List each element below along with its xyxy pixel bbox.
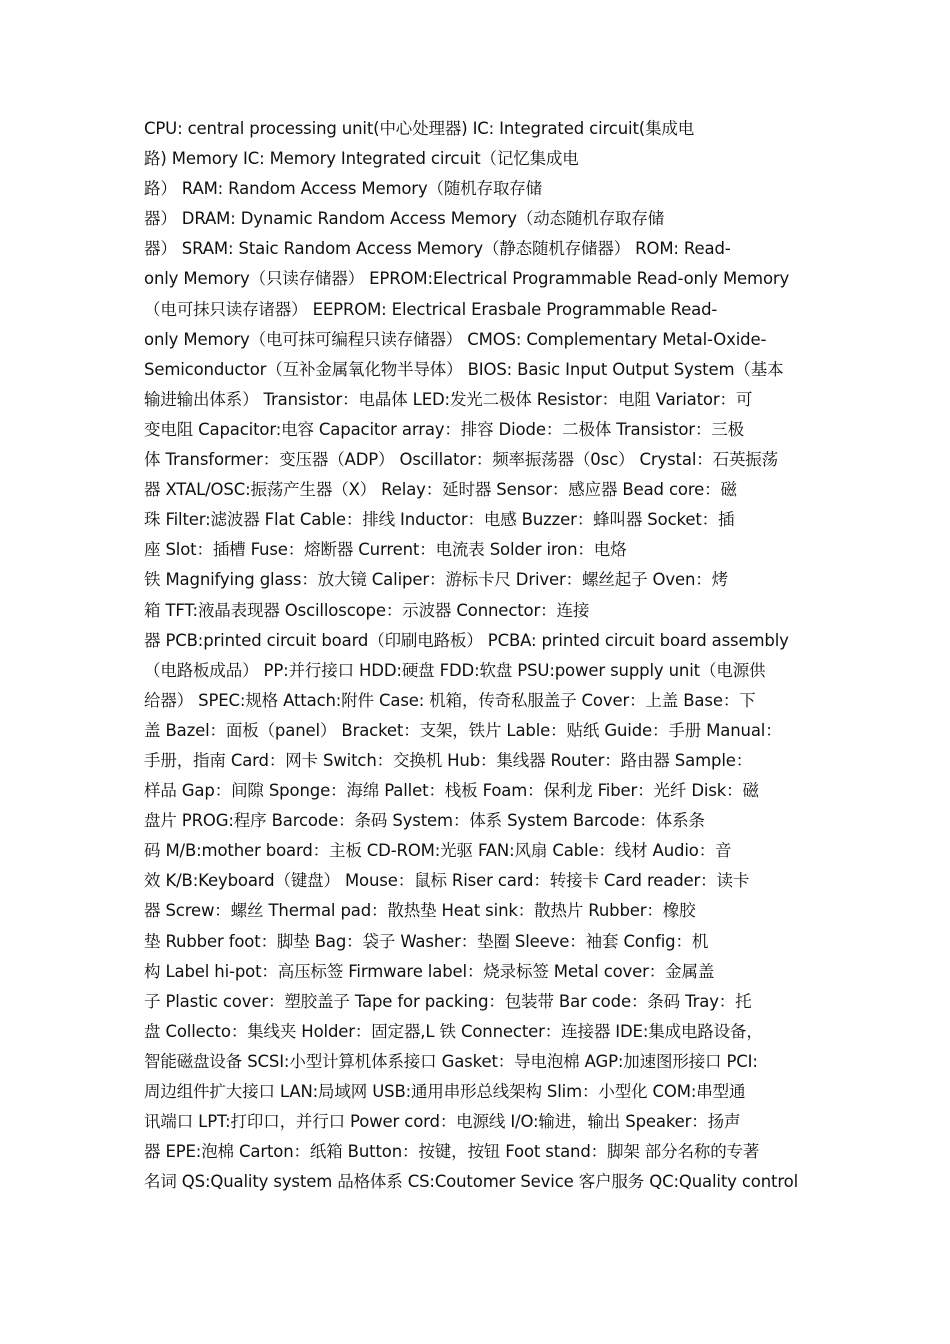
text-line: 盘片 PROG:程序 Barcode：条码 System：体系 System Barcode：体系条 bbox=[144, 811, 705, 831]
body-text bbox=[144, 114, 824, 1197]
text-line: only Memory（只读存储器） EPROM:Electrical Programmable Read-only Memory bbox=[144, 269, 790, 289]
text-line: 珠 Filter:滤波器 Flat Cable：排线 Inductor：电感 Buzzer：蜂叫器 Socket：插 bbox=[144, 510, 735, 530]
text-line: 样品 Gap：间隙 Sponge：海绵 Pallet：栈板 Foam：保利龙 Fiber：光纤 Disk：磁 bbox=[144, 781, 759, 801]
text-line: 器 EPE:泡棉 Carton：纸箱 Button：按键，按钮 Foot stand：脚架 部分名称的专著 bbox=[144, 1142, 760, 1162]
text-line: 器 PCB:printed circuit board（印刷电路板） PCBA: printed circuit board assembly bbox=[144, 630, 789, 650]
text-line: 器） SRAM: Staic Random Access Memory（静态随机存储器） ROM: Read- bbox=[144, 239, 731, 259]
text-line: 器） DRAM: Dynamic Random Access Memory（动态随机存取存储 bbox=[144, 209, 665, 229]
text-line: 座 Slot：插槽 Fuse：熔断器 Current：电流表 Solder iron：电烙 bbox=[144, 540, 627, 560]
text-line: （电路板成品） PP:并行接口 HDD:硬盘 FDD:软盘 PSU:power supply unit（电源供 bbox=[144, 660, 766, 680]
text-line: only Memory（电可抹可编程只读存储器） CMOS: Complementary Metal-Oxide- bbox=[144, 329, 767, 349]
text-line: 子 Plastic cover：塑胶盖子 Tape for packing：包装带 Bar code：条码 Tray：托 bbox=[144, 991, 752, 1011]
text-line: 智能磁盘设备 SCSI:小型计算机体系接口 Gasket：导电泡棉 AGP:加速图形接口 PCI: bbox=[144, 1051, 758, 1071]
text-line: 手册，指南 Card：网卡 Switch：交换机 Hub：集线器 Router：路由器 Sample： bbox=[144, 750, 753, 770]
text-line: 输进输出体系） Transistor：电晶体 LED:发光二极体 Resistor：电阻 Variator：可 bbox=[144, 389, 753, 409]
text-line: 盖 Bazel：面板（panel） Bracket：支架，铁片 Lable：贴纸 Guide：手册 Manual： bbox=[144, 720, 782, 740]
text-line: 垫 Rubber foot：脚垫 Bag：袋子 Washer：垫圈 Sleeve：袖套 Config：机 bbox=[144, 931, 709, 951]
text-line: 器 XTAL/OSC:振荡产生器（X） Relay：延时器 Sensor：感应器 Bead core：磁 bbox=[144, 480, 737, 500]
text-line: 码 M/B:mother board：主板 CD-ROM:光驱 FAN:风扇 Cable：线材 Audio：音 bbox=[144, 841, 732, 861]
text-line: 构 Label hi-pot：高压标签 Firmware label：烧录标签 Metal cover：金属盖 bbox=[144, 961, 715, 981]
text-line: Semiconductor（互补金属氧化物半导体） BIOS: Basic Input Output System（基本 bbox=[144, 359, 784, 379]
text-line: 盘 Collecto：集线夹 Holder：固定器,L 铁 Connecter：连接器 IDE:集成电路设备， bbox=[144, 1021, 763, 1041]
text-line: 变电阻 Capacitor:电容 Capacitor array：排容 Diode：二极体 Transistor：三极 bbox=[144, 419, 744, 439]
text-line: 器 Screw：螺丝 Thermal pad：散热垫 Heat sink：散热片 Rubber：橡胶 bbox=[144, 901, 696, 921]
text-line: 铁 Magnifying glass：放大镜 Caliper：游标卡尺 Driver：螺丝起子 Oven：烤 bbox=[144, 570, 728, 590]
text-line: （电可抹只读存诸器） EEPROM: Electrical Erasbale Programmable Read- bbox=[144, 299, 718, 319]
text-line: 体 Transformer：变压器（ADP） Oscillator：频率振荡器（0sc） Crystal：石英振荡 bbox=[144, 450, 778, 470]
text-line: 路） RAM: Random Access Memory（随机存取存储 bbox=[144, 179, 543, 199]
text-line: 讯端口 LPT:打印口，并行口 Power cord：电源线 I/O:输进，输出 Speaker：扬声 bbox=[144, 1112, 741, 1132]
text-line: CPU: central processing unit(中心处理器) IC: Integrated circuit(集成电 bbox=[144, 119, 695, 138]
text-line: 箱 TFT:液晶表现器 Oscilloscope：示波器 Connector：连接 bbox=[144, 600, 590, 620]
text-line: 路) Memory IC: Memory Integrated circuit（记忆集成电 bbox=[144, 149, 579, 169]
text-line: 周边组件扩大接口 LAN:局域网 USB:通用串形总线架构 Slim：小型化 COM:串型通 bbox=[144, 1082, 746, 1101]
text-line: 名词 QS:Quality system 品格体系 CS:Coutomer Sevice 客户服务 QC:Quality control bbox=[144, 1172, 799, 1192]
text-line: 给器） SPEC:规格 Attach:附件 Case: 机箱，传奇私服盖子 Cover：上盖 Base：下 bbox=[144, 690, 756, 710]
text-line: 效 K/B:Keyboard（键盘） Mouse：鼠标 Riser card：转接卡 Card reader：读卡 bbox=[144, 871, 750, 891]
